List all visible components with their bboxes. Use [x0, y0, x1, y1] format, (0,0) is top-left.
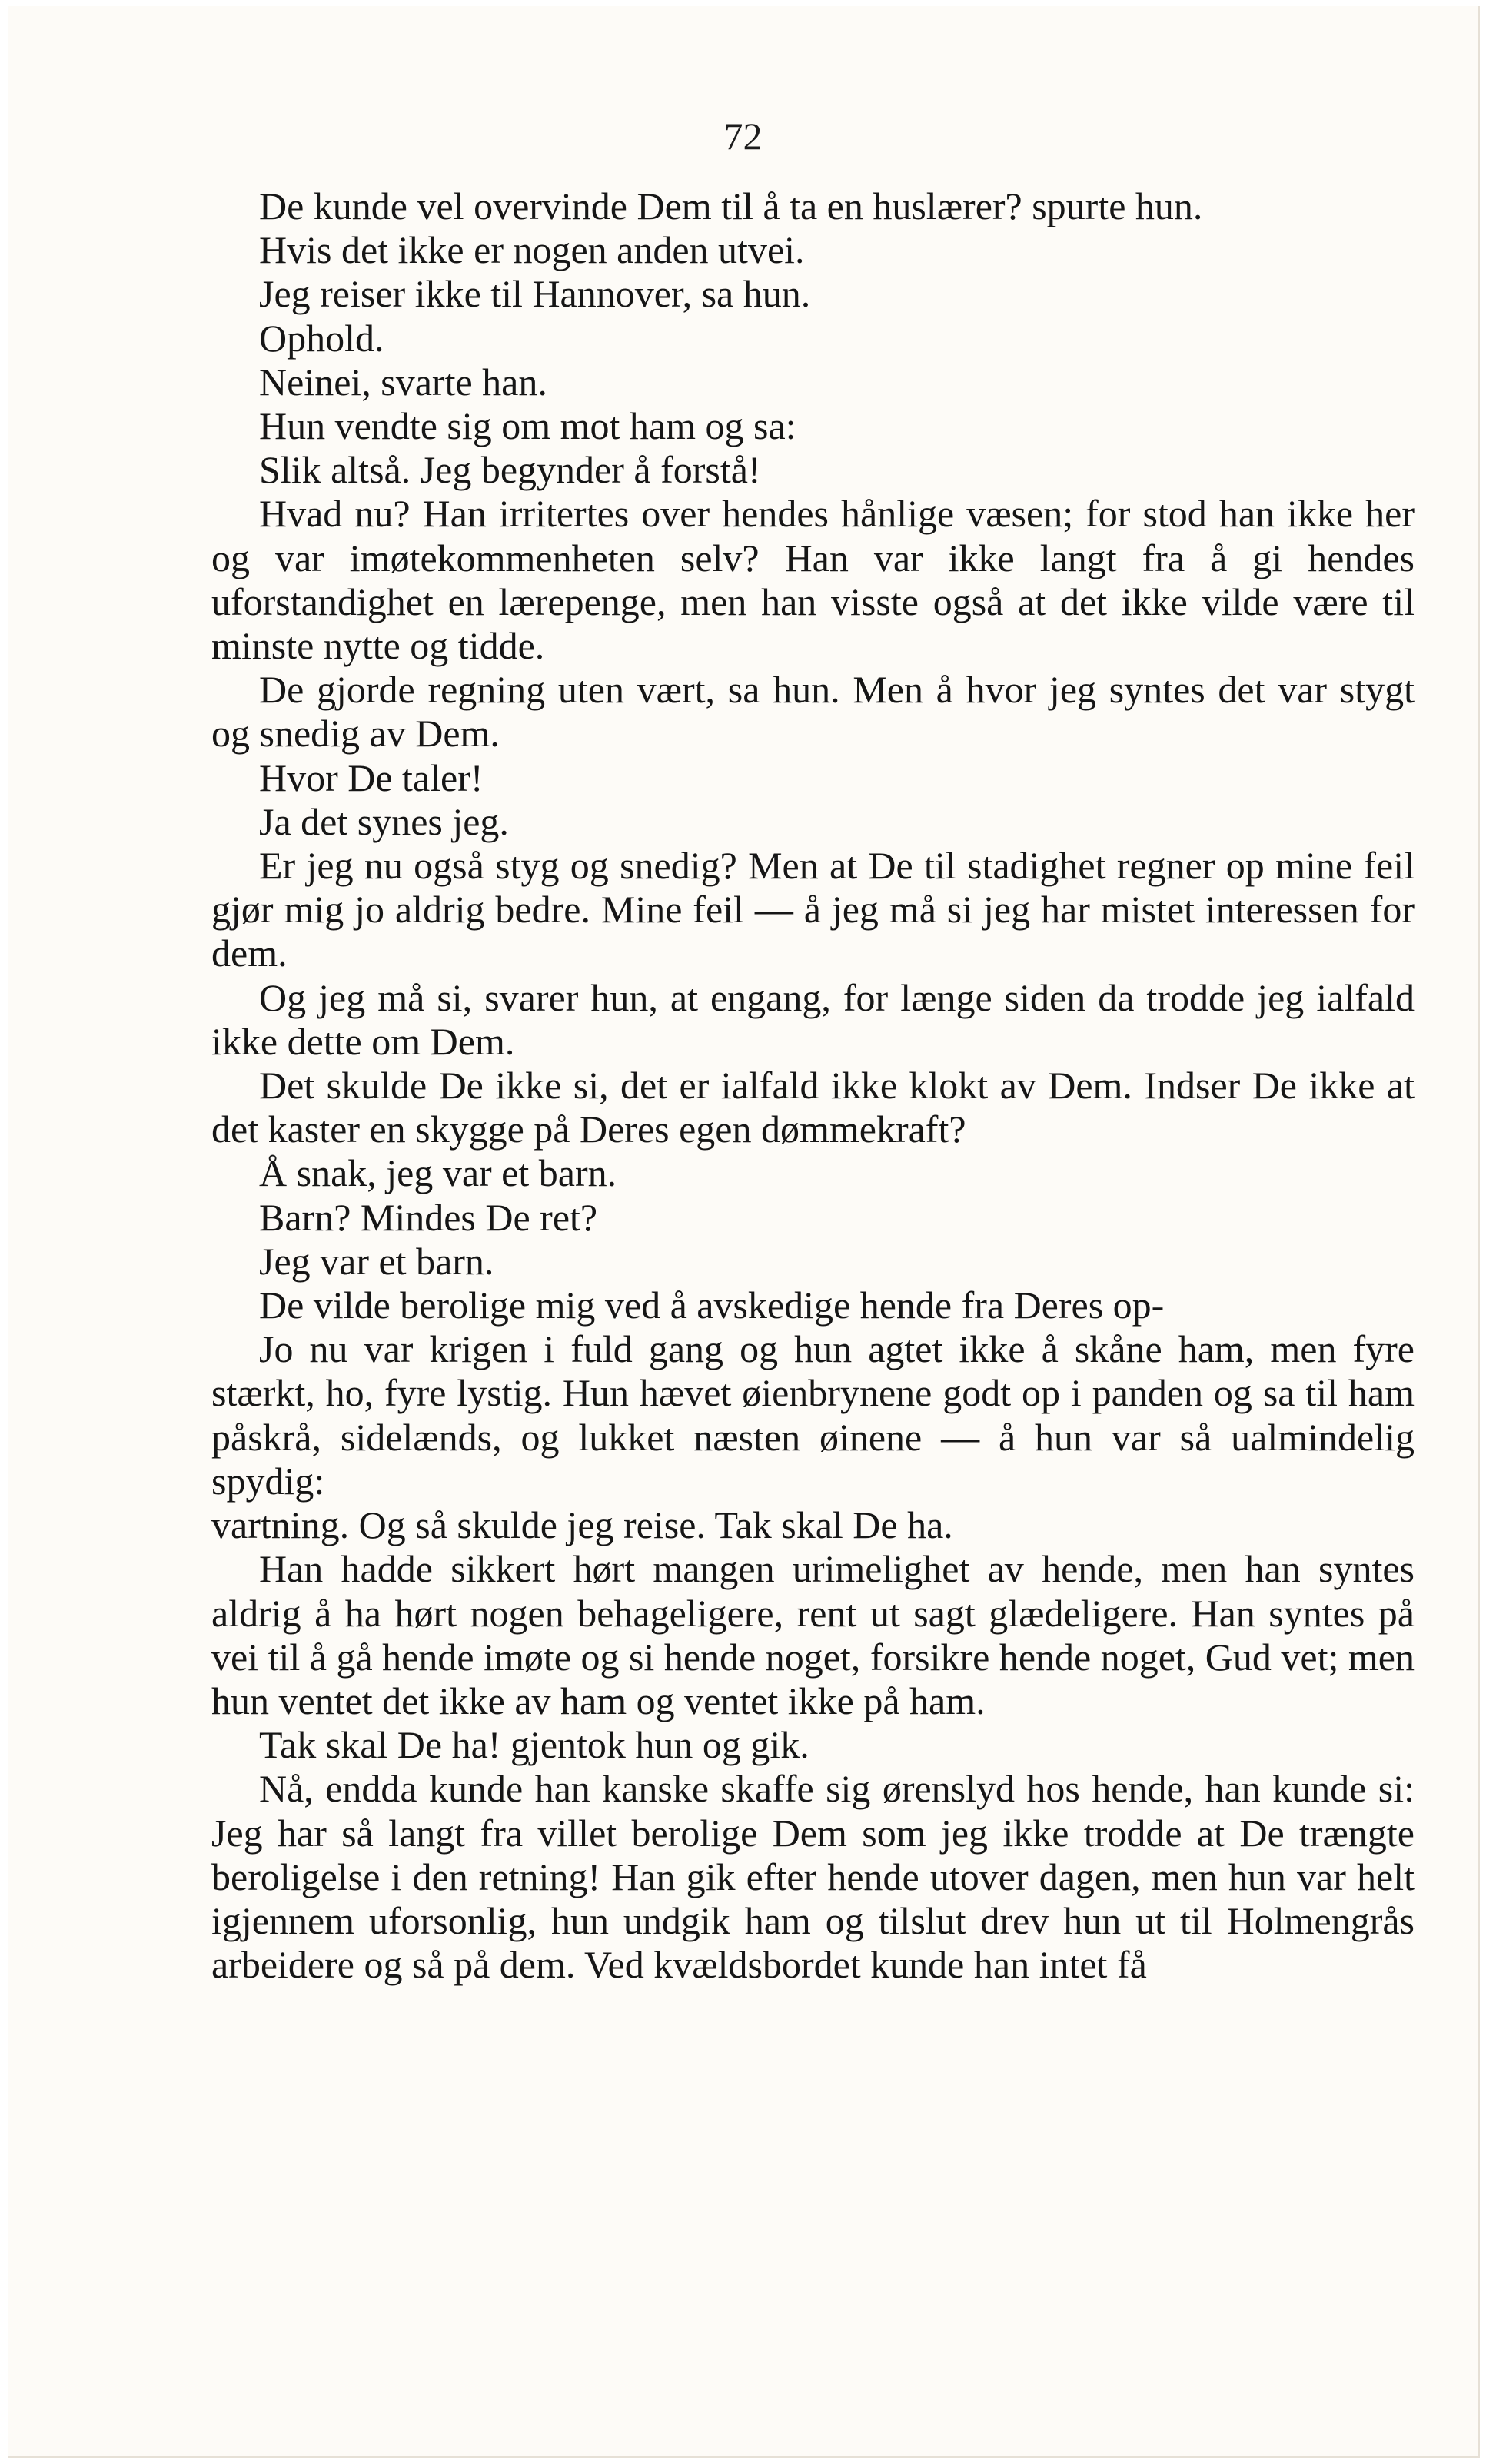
- paragraph: Hvad nu? Han irritertes over hendes hånlige væsen; for stod han ikke her og var imøtekommenheten selv? Han var ikke langt fra å gi hendes uforstandighet en lærepenge, men han visste også at det ikke vilde være til minste nytte og tidde.: [211, 492, 1415, 668]
- book-page: [8, 6, 1480, 2458]
- paragraph: De gjorde regning uten vært, sa hun. Men å hvor jeg syntes det var stygt og snedig av Dem.: [211, 668, 1415, 755]
- paragraph: Jeg reiser ikke til Hannover, sa hun.: [259, 272, 811, 316]
- paragraph: Tak skal De ha! gjentok hun og gik.: [259, 1723, 809, 1767]
- paragraph: Neinei, svarte han.: [259, 360, 547, 403]
- paragraph: Ophold.: [259, 316, 384, 360]
- paragraph: Ja det synes jeg.: [259, 799, 509, 843]
- paragraph: Hun vendte sig om mot ham og sa:: [259, 404, 796, 448]
- paragraph: Det skulde De ikke si, det er ialfald ikke klokt av Dem. Indser De ikke at det kaster en skygge på Deres egen dømmekraft?: [211, 1064, 1415, 1151]
- paragraph: Han hadde sikkert hørt mangen urimelighet av hende, men han syntes aldrig å ha hørt nogen behageligere, rent ut sagt glædeligere. Han syntes på vei til å gå hende imøte og si hende noget, forsikre hende noget, Gud vet; men hun ventet det ikke av ham og ventet ikke på ham.: [211, 1547, 1415, 1722]
- paragraph: Hvis det ikke er nogen anden utvei.: [259, 228, 805, 272]
- paragraph: De kunde vel overvinde Dem til å ta en huslærer? spurte hun.: [259, 184, 1203, 227]
- paragraph: Hvor De taler!: [259, 755, 484, 799]
- paragraph: Jeg var et barn.: [259, 1239, 494, 1283]
- paragraph: Å snak, jeg var et barn.: [259, 1151, 617, 1195]
- page-number: 72: [723, 115, 763, 158]
- paragraph: Slik altså. Jeg begynder å forstå!: [259, 448, 761, 492]
- body-text: [211, 184, 1415, 1987]
- paragraph: Jo nu var krigen i fuld gang og hun agtet ikke å skåne ham, men fyre stærkt, ho, fyre lystig. Hun hævet øienbrynene godt op i panden og sa til ham påskrå, sidelænds, og lukket næsten øinene — å hun var så ualmindelig spydig:: [211, 1327, 1415, 1503]
- paragraph: Barn? Mindes De ret?: [259, 1195, 598, 1239]
- paragraph: vartning. Og så skulde jeg reise. Tak skal De ha.: [211, 1503, 953, 1547]
- paragraph: De vilde berolige mig ved å avskedige hende fra Deres op-: [259, 1283, 1165, 1327]
- paragraph: Nå, endda kunde han kanske skaffe sig ørenslyd hos hende, han kunde si: Jeg har så langt fra villet berolige Dem som jeg ikke trodde at De trængte beroligelse i den retning! Han gik efter hende utover dagen, men hun var helt igjennem uforsonlig, hun undgik ham og tilslut drev hun ut til Holmengrås arbeidere og så på dem. Ved kvældsbordet kunde han intet få: [211, 1767, 1415, 1987]
- paragraph: Og jeg må si, svarer hun, at engang, for længe siden da trodde jeg ialfald ikke dette om Dem.: [211, 975, 1415, 1063]
- paragraph: Er jeg nu også styg og snedig? Men at De til stadighet regner op mine feil gjør mig jo aldrig bedre. Mine feil — å jeg må si jeg har mistet interessen for dem.: [211, 844, 1415, 975]
